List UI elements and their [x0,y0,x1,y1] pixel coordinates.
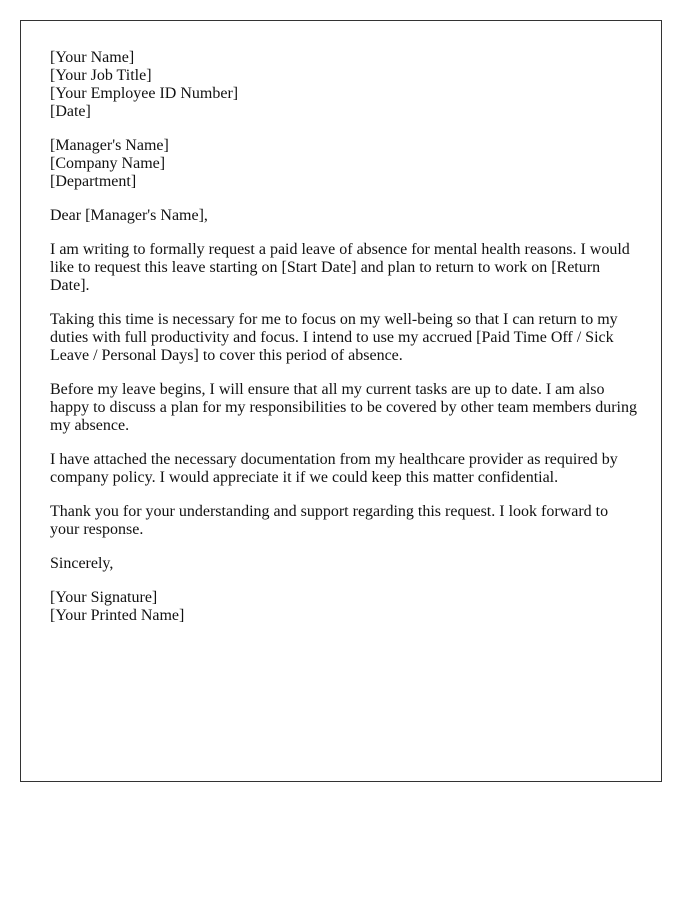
recipient-manager-name: [Manager's Name] [50,137,169,154]
letter-date: [Date] [50,103,91,120]
printed-name: [Your Printed Name] [50,607,185,624]
signature-line: [Your Signature] [50,589,158,606]
recipient-block [50,137,640,191]
body-paragraph-handover: Before my leave begins, I will ensure that all my current tasks are up to date. I am also happy to discuss a plan for my responsibilities to be covered by other team members during my absence. [50,381,637,434]
body-paragraph-request: I am writing to formally request a paid leave of absence for mental health reasons. I would like to request this leave starting on [Start Date] and plan to return to work on [Return Date]. [50,241,630,294]
salutation: Dear [Manager's Name], [50,207,208,224]
sender-job-title: [Your Job Title] [50,67,152,84]
closing: Sincerely, [50,555,114,572]
sender-name: [Your Name] [50,49,135,66]
letter-page [20,20,662,782]
recipient-department: [Department] [50,173,137,190]
recipient-company-name: [Company Name] [50,155,166,172]
sender-block [50,49,640,121]
sender-employee-id: [Your Employee ID Number] [50,85,239,102]
body-paragraph-thanks: Thank you for your understanding and support regarding this request. I look forward to your response. [50,503,609,538]
body-paragraph-documentation: I have attached the necessary documentation from my healthcare provider as required by company policy. I would appreciate it if we could keep this matter confidential. [50,451,618,486]
letter-content [50,49,640,641]
signature-block [50,589,640,625]
body-paragraph-reason: Taking this time is necessary for me to focus on my well-being so that I can return to my duties with full productivity and focus. I intend to use my accrued [Paid Time Off / Sick Leave / Personal Days] to cover this period of absence. [50,311,618,364]
